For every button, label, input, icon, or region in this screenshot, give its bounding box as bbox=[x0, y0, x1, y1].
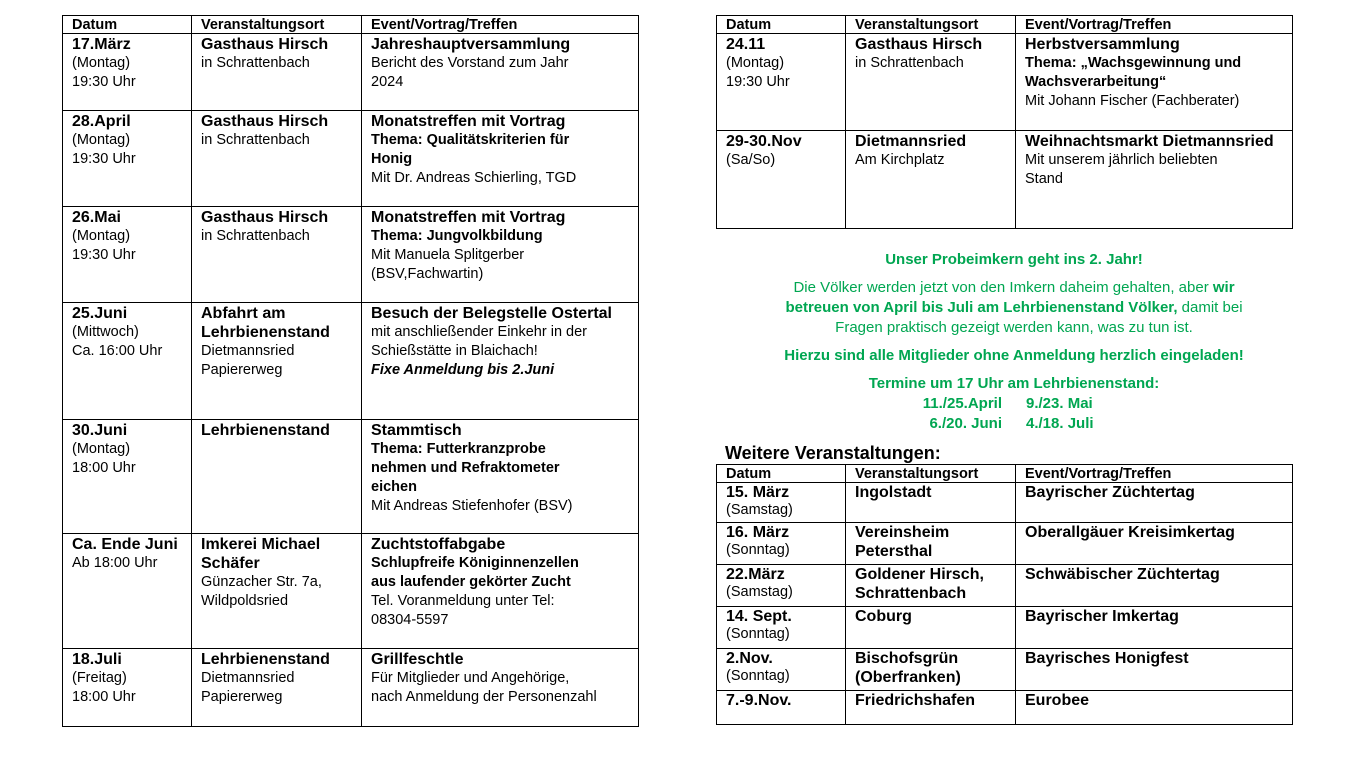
event-title: Bayrischer Züchtertag bbox=[1025, 484, 1195, 501]
notice-title: Unser Probeimkern geht ins 2. Jahr! bbox=[885, 251, 1143, 268]
event-theme: Schlupfreife Königinnenzellen bbox=[371, 555, 579, 571]
table-header bbox=[63, 16, 639, 34]
event-venue: Petersthal bbox=[855, 543, 933, 560]
venue-cell bbox=[192, 303, 362, 420]
event-theme: nehmen und Refraktometer bbox=[371, 460, 560, 476]
event-title: Bayrisches Honigfest bbox=[1025, 650, 1189, 667]
event-description: Für Mitglieder und Angehörige, bbox=[371, 670, 570, 686]
header-venue: Veranstaltungsort bbox=[846, 16, 1016, 34]
event-title: Stammtisch bbox=[371, 422, 462, 439]
event-description: mit anschließender Einkehr in der bbox=[371, 324, 587, 340]
table-row bbox=[717, 565, 1293, 607]
event-date-detail: (Mittwoch) bbox=[72, 324, 139, 340]
event-venue: Schrattenbach bbox=[855, 585, 967, 602]
notice-block bbox=[716, 250, 1312, 434]
event-venue: Gasthaus Hirsch bbox=[201, 209, 329, 226]
event-title: Besuch der Belegstelle Ostertal bbox=[371, 305, 612, 322]
date-cell bbox=[717, 523, 846, 565]
event-note: Fixe Anmeldung bis 2.Juni bbox=[371, 362, 555, 378]
event-venue: Gasthaus Hirsch bbox=[201, 36, 329, 53]
event-title: Zuchtstoffabgabe bbox=[371, 536, 506, 553]
table-row bbox=[717, 483, 1293, 523]
event-description: Mit Andreas Stiefenhofer (BSV) bbox=[371, 498, 573, 514]
header-event: Event/Vortrag/Treffen bbox=[1016, 465, 1293, 483]
date-cell bbox=[717, 483, 846, 523]
event-theme: aus laufender gekörter Zucht bbox=[371, 574, 571, 590]
date-cell bbox=[717, 649, 846, 691]
event-date-detail: (Sa/So) bbox=[726, 152, 776, 168]
event-title: Grillfeschtle bbox=[371, 651, 464, 668]
event-date: 26.Mai bbox=[72, 209, 121, 226]
event-theme: Wachsverarbeitung“ bbox=[1025, 74, 1167, 90]
event-date-detail: 19:30 Uhr bbox=[726, 74, 790, 90]
event-venue: Gasthaus Hirsch bbox=[201, 113, 329, 130]
venue-cell bbox=[846, 565, 1016, 607]
venue-cell bbox=[846, 691, 1016, 725]
header-venue: Veranstaltungsort bbox=[846, 465, 1016, 483]
event-venue: Dietmannsried bbox=[855, 133, 967, 150]
table-row bbox=[63, 34, 639, 111]
event-theme: Honig bbox=[371, 151, 413, 167]
event-venue-detail: in Schrattenbach bbox=[855, 55, 964, 71]
event-title: Herbstversammlung bbox=[1025, 36, 1180, 53]
event-date: 17.März bbox=[72, 36, 131, 53]
event-description: Bericht des Vorstand zum Jahr bbox=[371, 55, 569, 71]
events-body-left bbox=[63, 34, 639, 727]
date-cell bbox=[63, 34, 192, 111]
header-date: Datum bbox=[63, 16, 192, 34]
notice-paragraph-line2: betreuen von April bis Juli am Lehrbienenstand Völker, damit bei bbox=[785, 299, 1243, 316]
header-date: Datum bbox=[717, 465, 846, 483]
event-title: Oberallgäuer Kreisimkertag bbox=[1025, 524, 1235, 541]
event-date: 25.Juni bbox=[72, 305, 128, 322]
event-venue: (Oberfranken) bbox=[855, 669, 961, 686]
event-description: Stand bbox=[1025, 171, 1063, 187]
event-date-detail: (Sonntag) bbox=[726, 542, 790, 558]
events-table-right bbox=[716, 15, 1293, 229]
notice-invite: Hierzu sind alle Mitglieder ohne Anmeldung herzlich eingeladen! bbox=[784, 347, 1244, 364]
event-title: Monatstreffen mit Vortrag bbox=[371, 113, 566, 130]
event-venue-detail: in Schrattenbach bbox=[201, 132, 310, 148]
event-date: 24.11 bbox=[726, 36, 766, 53]
event-cell bbox=[362, 207, 639, 303]
event-venue-detail: Am Kirchplatz bbox=[855, 152, 945, 168]
table-row bbox=[63, 207, 639, 303]
event-description: Mit unserem jährlich beliebten bbox=[1025, 152, 1218, 168]
further-events-table bbox=[716, 464, 1293, 725]
table-row bbox=[717, 131, 1293, 229]
terms-row: 6./20. Juni 4./18. Juli bbox=[929, 415, 1094, 432]
event-cell bbox=[1016, 131, 1293, 229]
event-title: Eurobee bbox=[1025, 692, 1090, 709]
event-cell bbox=[1016, 691, 1293, 725]
event-description: Mit Manuela Splitgerber bbox=[371, 247, 525, 263]
event-date: 18.Juli bbox=[72, 651, 122, 668]
event-date-detail: 19:30 Uhr bbox=[72, 74, 136, 90]
event-venue-detail: Papiererweg bbox=[201, 689, 283, 705]
header-event: Event/Vortrag/Treffen bbox=[1016, 16, 1293, 34]
event-cell bbox=[1016, 649, 1293, 691]
date-cell bbox=[717, 691, 846, 725]
event-theme: Thema: Jungvolkbildung bbox=[371, 228, 543, 244]
event-cell bbox=[1016, 34, 1293, 131]
venue-cell bbox=[192, 534, 362, 649]
table-row bbox=[717, 523, 1293, 565]
table-row bbox=[63, 534, 639, 649]
date-cell bbox=[717, 34, 846, 131]
event-title: Schwäbischer Züchtertag bbox=[1025, 566, 1220, 583]
venue-cell bbox=[192, 420, 362, 534]
event-venue: Friedrichshafen bbox=[855, 692, 976, 709]
event-venue: Imkerei Michael Schäfer bbox=[201, 536, 321, 572]
event-venue: Lehrbienenstand bbox=[201, 651, 330, 668]
event-venue: Goldener Hirsch, bbox=[855, 566, 984, 583]
event-venue-detail: Dietmannsried bbox=[201, 343, 295, 359]
date-cell bbox=[63, 534, 192, 649]
event-cell bbox=[1016, 523, 1293, 565]
event-date: 28.April bbox=[72, 113, 131, 130]
event-venue: Lehrbienenstand bbox=[201, 422, 330, 439]
event-theme: Thema: Futterkranzprobe bbox=[371, 441, 546, 457]
event-date-detail: Ca. 16:00 Uhr bbox=[72, 343, 163, 359]
event-description: (BSV,Fachwartin) bbox=[371, 266, 484, 282]
event-venue: Coburg bbox=[855, 608, 912, 625]
date-cell bbox=[63, 649, 192, 727]
table-row bbox=[717, 649, 1293, 691]
notice-terms bbox=[716, 394, 1312, 434]
terms-row: 11./25.April 9./23. Mai bbox=[922, 395, 1093, 412]
venue-cell bbox=[846, 483, 1016, 523]
event-venue: Bischofsgrün bbox=[855, 650, 959, 667]
notice-paragraph-line1: Die Völker werden jetzt von den Imkern daheim gehalten, aber wir bbox=[793, 279, 1235, 296]
event-description: 08304-5597 bbox=[371, 612, 449, 628]
header-venue: Veranstaltungsort bbox=[192, 16, 362, 34]
event-title: Bayrischer Imkertag bbox=[1025, 608, 1179, 625]
event-description: Schießstätte in Blaichach! bbox=[371, 343, 538, 359]
event-date: 7.-9.Nov. bbox=[726, 692, 792, 709]
event-cell bbox=[1016, 607, 1293, 649]
event-date-detail: (Samstag) bbox=[726, 584, 793, 600]
venue-cell bbox=[846, 607, 1016, 649]
event-venue-detail: Wildpoldsried bbox=[201, 593, 289, 609]
date-cell bbox=[717, 131, 846, 229]
event-date-detail: (Montag) bbox=[72, 132, 131, 148]
event-date: 14. Sept. bbox=[726, 608, 792, 625]
event-date-detail: (Sonntag) bbox=[726, 626, 790, 642]
table-row bbox=[63, 111, 639, 207]
table-row bbox=[717, 607, 1293, 649]
table-header bbox=[717, 16, 1293, 34]
venue-cell bbox=[192, 111, 362, 207]
event-date-detail: (Montag) bbox=[726, 55, 785, 71]
date-cell bbox=[63, 420, 192, 534]
event-date-detail: (Montag) bbox=[72, 55, 131, 71]
event-date: 30.Juni bbox=[72, 422, 128, 439]
event-title: Jahreshauptversammlung bbox=[371, 36, 571, 53]
event-cell bbox=[362, 303, 639, 420]
event-cell bbox=[362, 649, 639, 727]
venue-cell bbox=[846, 649, 1016, 691]
table-row bbox=[63, 420, 639, 534]
event-venue: Gasthaus Hirsch bbox=[855, 36, 983, 53]
event-date-detail: (Montag) bbox=[72, 441, 131, 457]
event-date: Ca. Ende Juni bbox=[72, 536, 178, 553]
further-events-body bbox=[717, 483, 1293, 725]
event-date-detail: 19:30 Uhr bbox=[72, 247, 136, 263]
date-cell bbox=[63, 111, 192, 207]
event-date-detail: (Samstag) bbox=[726, 502, 793, 518]
event-date-detail: 18:00 Uhr bbox=[72, 460, 136, 476]
event-description: 2024 bbox=[371, 74, 404, 90]
date-cell bbox=[63, 207, 192, 303]
event-theme: Thema: Qualitätskriterien für bbox=[371, 132, 570, 148]
event-theme: Thema: „Wachsgewinnung und bbox=[1025, 55, 1242, 71]
header-date: Datum bbox=[717, 16, 846, 34]
table-row bbox=[717, 34, 1293, 131]
event-venue-detail: Dietmannsried bbox=[201, 670, 295, 686]
event-venue: Vereinsheim bbox=[855, 524, 950, 541]
event-cell bbox=[362, 534, 639, 649]
event-date-detail: (Sonntag) bbox=[726, 668, 790, 684]
event-venue-detail: in Schrattenbach bbox=[201, 55, 310, 71]
event-venue-detail: Günzacher Str. 7a, bbox=[201, 574, 322, 590]
header-event: Event/Vortrag/Treffen bbox=[362, 16, 639, 34]
event-venue-detail: Papiererweg bbox=[201, 362, 283, 378]
venue-cell bbox=[846, 523, 1016, 565]
event-theme: eichen bbox=[371, 479, 417, 495]
venue-cell bbox=[846, 131, 1016, 229]
event-date-detail: (Montag) bbox=[72, 228, 131, 244]
table-row bbox=[717, 691, 1293, 725]
notice-paragraph-line3: Fragen praktisch gezeigt werden kann, was zu tun ist. bbox=[835, 319, 1193, 336]
events-table-left bbox=[62, 15, 639, 727]
venue-cell bbox=[846, 34, 1016, 131]
event-date-detail: (Freitag) bbox=[72, 670, 127, 686]
event-cell bbox=[1016, 565, 1293, 607]
event-title: Weihnachtsmarkt Dietmannsried bbox=[1025, 133, 1274, 150]
events-body-right bbox=[717, 34, 1293, 229]
table-row bbox=[63, 649, 639, 727]
event-date: 15. März bbox=[726, 484, 790, 501]
date-cell bbox=[717, 565, 846, 607]
event-date: 16. März bbox=[726, 524, 790, 541]
event-venue: Abfahrt am Lehrbienenstand bbox=[201, 305, 330, 341]
event-description: Mit Dr. Andreas Schierling, TGD bbox=[371, 170, 577, 186]
event-description: Tel. Voranmeldung unter Tel: bbox=[371, 593, 555, 609]
event-date-detail: 19:30 Uhr bbox=[72, 151, 136, 167]
event-cell bbox=[362, 420, 639, 534]
venue-cell bbox=[192, 649, 362, 727]
event-date-detail: 18:00 Uhr bbox=[72, 689, 136, 705]
event-description: nach Anmeldung der Personenzahl bbox=[371, 689, 597, 705]
event-title: Monatstreffen mit Vortrag bbox=[371, 209, 566, 226]
table-row bbox=[63, 303, 639, 420]
event-date: 2.Nov. bbox=[726, 650, 773, 667]
event-cell bbox=[362, 111, 639, 207]
event-cell bbox=[1016, 483, 1293, 523]
event-date: 29-30.Nov bbox=[726, 133, 802, 150]
date-cell bbox=[717, 607, 846, 649]
event-date-detail: Ab 18:00 Uhr bbox=[72, 555, 158, 571]
date-cell bbox=[63, 303, 192, 420]
event-description: Mit Johann Fischer (Fachberater) bbox=[1025, 93, 1240, 109]
event-venue: Ingolstadt bbox=[855, 484, 932, 501]
table-header bbox=[717, 465, 1293, 483]
event-cell bbox=[362, 34, 639, 111]
venue-cell bbox=[192, 207, 362, 303]
event-venue-detail: in Schrattenbach bbox=[201, 228, 310, 244]
further-events-title: Weitere Veranstaltungen: bbox=[725, 443, 941, 463]
event-date: 22.März bbox=[726, 566, 785, 583]
notice-terms-title: Termine um 17 Uhr am Lehrbienenstand: bbox=[868, 375, 1160, 392]
venue-cell bbox=[192, 34, 362, 111]
